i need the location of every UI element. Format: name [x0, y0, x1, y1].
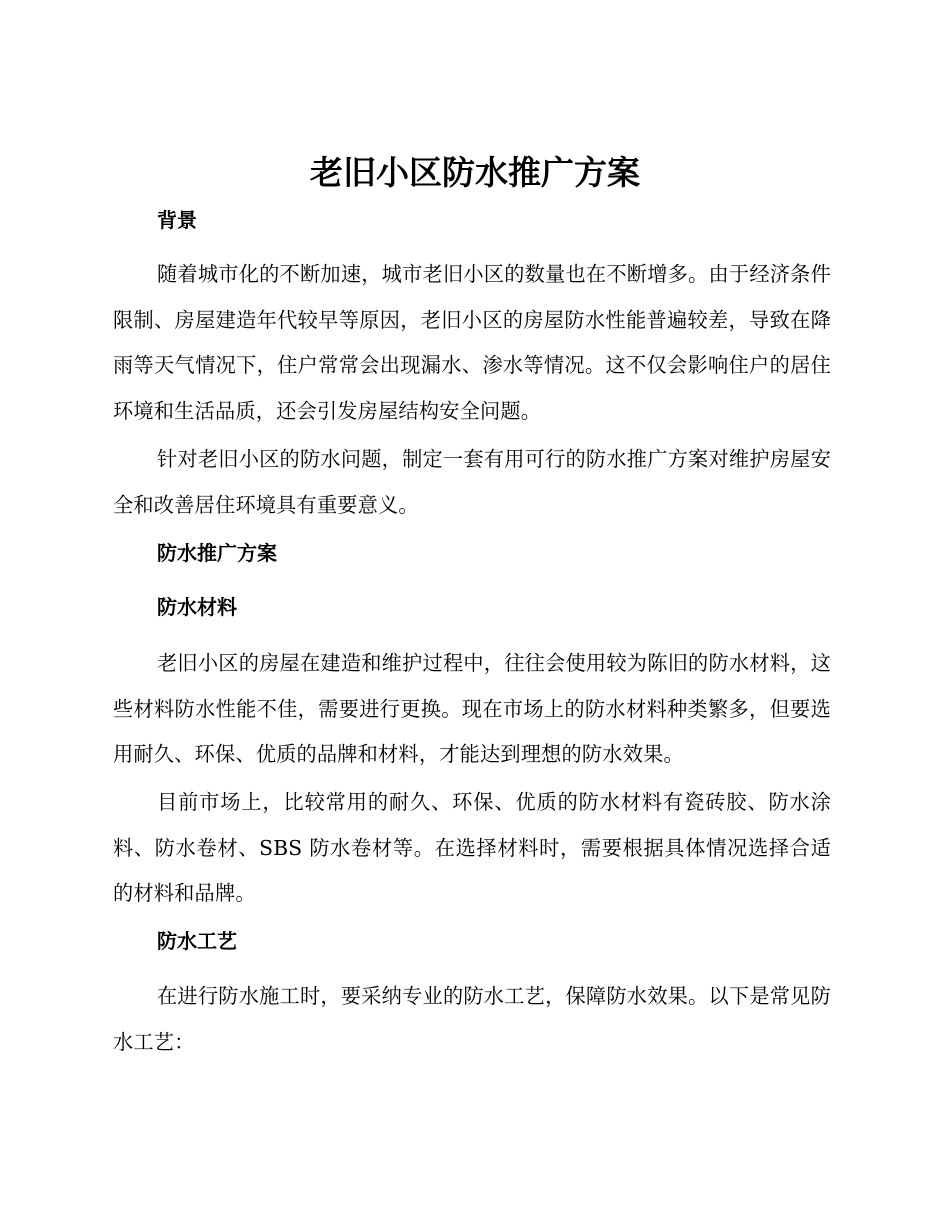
section-heading-plan: 防水推广方案: [157, 541, 277, 565]
section-heading-materials: 防水材料: [157, 595, 237, 619]
paragraph-background-2: 针对老旧小区的防水问题，制定一套有用可行的防水推广方案对维护房屋安全和改善居住环境具有重要意义。: [113, 447, 831, 517]
section-heading-background: 背景: [157, 208, 197, 232]
paragraph-materials-2: 目前市场上，比较常用的耐久、环保、优质的防水材料有瓷砖胶、防水涂料、防水卷材、SBS 防水卷材等。在选择材料时，需要根据具体情况选择合适的材料和品牌。: [113, 790, 831, 905]
paragraph-materials-1: 老旧小区的房屋在建造和维护过程中，往往会使用较为陈旧的防水材料，这些材料防水性能不佳，需要进行更换。现在市场上的防水材料种类繁多，但要选用耐久、环保、优质的品牌和材料，才能达到理想的防水效果。: [113, 651, 831, 766]
paragraph-background-1: 随着城市化的不断加速，城市老旧小区的数量也在不断增多。由于经济条件限制、房屋建造年代较早等原因，老旧小区的房屋防水性能普遍较差，导致在降雨等天气情况下，住户常常会出现漏水、渗水等情况。这不仅会影响住户的居住环境和生活品质，还会引发房屋结构安全问题。: [113, 262, 831, 423]
document-title: 老旧小区防水推广方案: [310, 153, 640, 192]
paragraph-process-1: 在进行防水施工时，要采纳专业的防水工艺，保障防水效果。以下是常见防水工艺：: [113, 984, 831, 1054]
section-heading-process: 防水工艺: [157, 929, 237, 953]
